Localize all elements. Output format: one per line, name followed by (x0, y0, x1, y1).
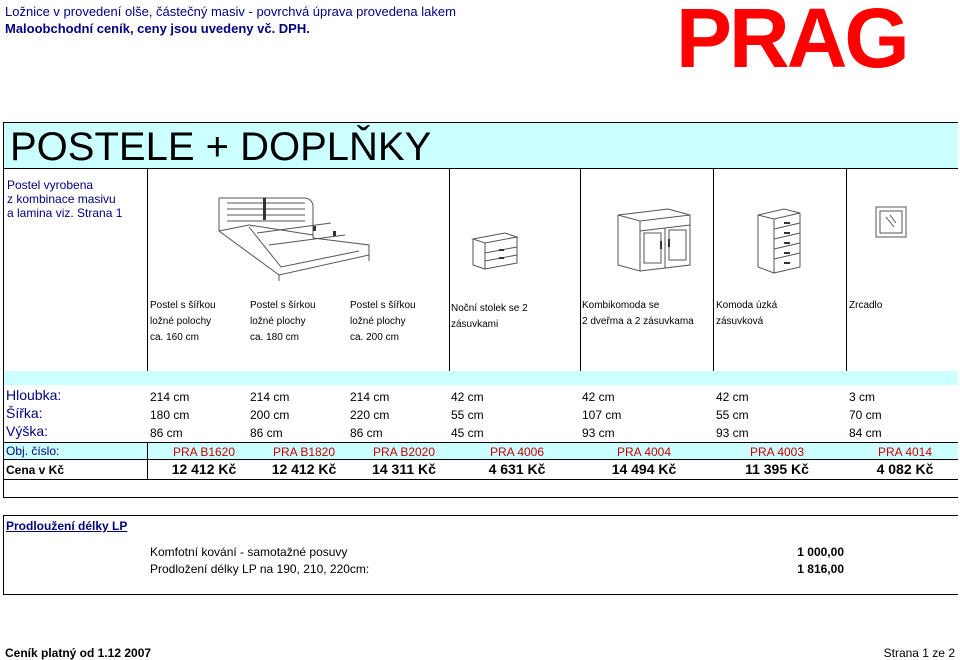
width-value: 55 cm (716, 408, 749, 422)
order-code: PRA B1820 (272, 445, 336, 459)
price-value: 4 082 Kč (876, 461, 934, 477)
intro-line: a lamina viz. Strana 1 (7, 206, 123, 220)
product-label: Noční stolek se 2 zásuvkami (451, 303, 528, 330)
width-value: 180 cm (150, 408, 190, 422)
brand-logo: PRAG (676, 0, 907, 85)
header-line-1: Ložnice v provedení olše, částečný masiv - povrchvá úprava provedena lakem (5, 4, 456, 19)
extension-item-name: Prodložení délky LP na 190, 210, 220cm: (150, 562, 370, 576)
section-title: POSTELE + DOPLŇKY (10, 125, 432, 169)
product-label: Postel s šířkou ložné polochy ca. 160 cm (150, 300, 216, 343)
extension-item-value: 1 000,00 (797, 545, 844, 559)
height-value: 86 cm (250, 426, 283, 440)
column-divider (147, 169, 148, 385)
extension-box (3, 515, 958, 595)
order-code: PRA 4014 (877, 445, 933, 459)
product-label: Postel s šírkou ložné plochy ca. 180 cm (250, 300, 316, 343)
intro-line: z kombinace masivu (7, 192, 116, 206)
mirror-illustration (874, 205, 908, 239)
separator-band (4, 371, 958, 385)
height-value: 86 cm (150, 426, 183, 440)
width-label: Šířka: (6, 405, 43, 421)
height-label: Výška: (6, 423, 49, 439)
combi-chest-illustration (614, 207, 694, 273)
column-divider (713, 169, 714, 385)
height-value: 84 cm (849, 426, 882, 440)
depth-value: 42 cm (582, 390, 615, 404)
intro-line: Postel vyrobena (7, 178, 94, 192)
depth-value: 214 cm (150, 390, 190, 404)
order-code: PRA 4004 (616, 445, 672, 459)
order-code: PRA B1620 (172, 445, 236, 459)
order-code: PRA 4006 (489, 445, 545, 459)
price-value: 4 631 Kč (488, 461, 546, 477)
height-value: 93 cm (716, 426, 749, 440)
width-value: 70 cm (849, 408, 882, 422)
column-divider (846, 169, 847, 385)
depth-label: Hloubka: (6, 387, 62, 403)
extension-item-value: 1 816,00 (797, 562, 844, 576)
narrow-chest-illustration (754, 207, 804, 277)
width-value: 200 cm (250, 408, 290, 422)
header-line-2: Maloobchodní ceník, ceny jsou uvedeny vč. DPH. (5, 21, 310, 36)
extension-item-name: Komfotní kování - samotažné posuvy (150, 545, 348, 559)
order-code: PRA 4003 (749, 445, 805, 459)
bed-illustration (209, 193, 379, 283)
price-label: Cena v Kč (6, 463, 65, 477)
price-value: 14 311 Kč (372, 461, 436, 477)
depth-value: 214 cm (250, 390, 290, 404)
product-label: Zrcadlo (849, 300, 883, 311)
width-value: 55 cm (451, 408, 484, 422)
product-label: Komoda úzká zásuvková (716, 300, 778, 327)
height-value: 93 cm (582, 426, 615, 440)
width-value: 220 cm (350, 408, 390, 422)
product-label: Postel s šířkou ložné plochy ca. 200 cm (350, 300, 416, 343)
price-value: 14 494 Kč (611, 461, 677, 477)
product-label: Kombikomoda se 2 dveřma a 2 zásuvkama (582, 300, 694, 327)
extension-title: Prodloužení délky LP (6, 519, 128, 533)
height-value: 45 cm (451, 426, 484, 440)
footer-validity: Ceník platný od 1.12 2007 (5, 646, 152, 660)
footer-page: Strana 1 ze 2 (883, 646, 955, 660)
nightstand-illustration (469, 229, 521, 273)
intro-text (7, 178, 122, 220)
product-table (3, 122, 958, 498)
depth-value: 42 cm (716, 390, 749, 404)
section-title-bar (4, 123, 958, 169)
depth-value: 214 cm (350, 390, 390, 404)
order-number-label: Obj. číslo: (6, 444, 60, 458)
price-value: 11 395 Kč (745, 461, 809, 477)
price-value: 12 412 Kč (171, 461, 237, 477)
row-divider (147, 442, 148, 480)
price-value: 12 412 Kč (271, 461, 337, 477)
column-divider (580, 169, 581, 385)
depth-value: 3 cm (849, 390, 876, 404)
width-value: 107 cm (582, 408, 622, 422)
order-code: PRA B2020 (372, 445, 436, 459)
depth-value: 42 cm (451, 390, 484, 404)
column-divider (449, 169, 450, 385)
height-value: 86 cm (350, 426, 383, 440)
